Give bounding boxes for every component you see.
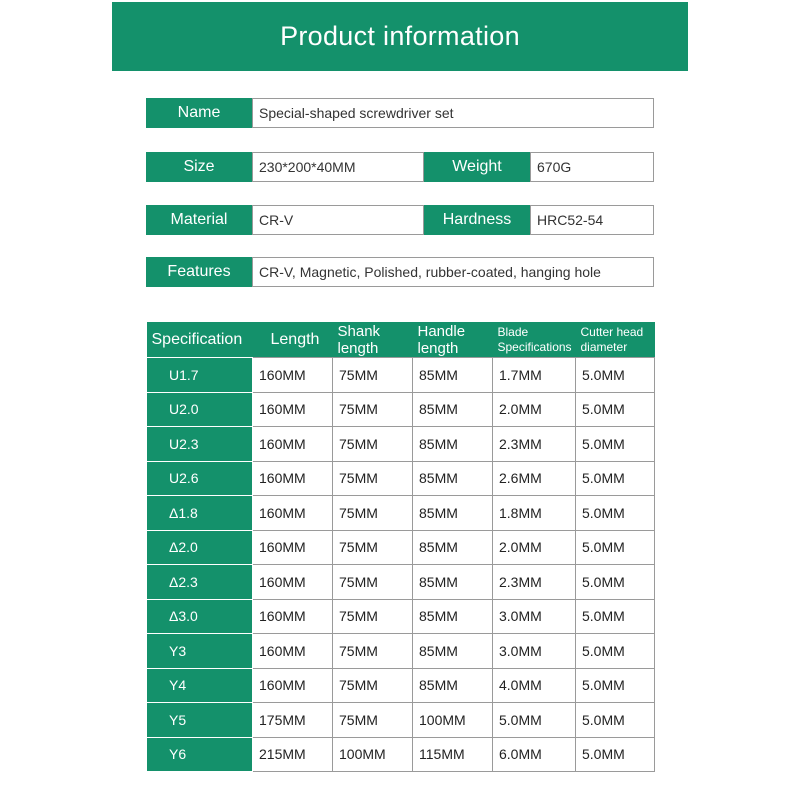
material-value: CR-V <box>252 205 424 235</box>
table-row <box>147 427 655 462</box>
material-label: Material <box>146 205 252 235</box>
cell-handle-length: 85MM <box>413 392 493 427</box>
cell-cutter-diameter: 5.0MM <box>576 496 655 531</box>
table-row <box>147 530 655 565</box>
cell-length: 160MM <box>253 668 333 703</box>
cell-handle-length: 85MM <box>413 668 493 703</box>
info-row-features <box>146 257 654 287</box>
cell-spec: Y3 <box>147 634 253 669</box>
cell-blade-spec: 2.6MM <box>493 461 576 496</box>
cell-blade-spec: 1.8MM <box>493 496 576 531</box>
cell-spec: Δ2.0 <box>147 530 253 565</box>
cell-blade-spec: 2.0MM <box>493 392 576 427</box>
cell-blade-spec: 3.0MM <box>493 599 576 634</box>
cell-length: 160MM <box>253 392 333 427</box>
cell-cutter-diameter: 5.0MM <box>576 737 655 772</box>
cell-shank-length: 75MM <box>333 668 413 703</box>
cell-shank-length: 75MM <box>333 427 413 462</box>
hardness-value: HRC52-54 <box>530 205 654 235</box>
cell-length: 160MM <box>253 634 333 669</box>
cell-length: 160MM <box>253 530 333 565</box>
table-row <box>147 599 655 634</box>
cell-cutter-diameter: 5.0MM <box>576 392 655 427</box>
cell-cutter-diameter: 5.0MM <box>576 461 655 496</box>
cell-cutter-diameter: 5.0MM <box>576 599 655 634</box>
specification-table <box>146 322 655 772</box>
cell-cutter-diameter: 5.0MM <box>576 530 655 565</box>
cell-spec: Δ3.0 <box>147 599 253 634</box>
cell-spec: U1.7 <box>147 358 253 393</box>
cell-shank-length: 75MM <box>333 392 413 427</box>
cell-blade-spec: 2.0MM <box>493 530 576 565</box>
cell-shank-length: 75MM <box>333 358 413 393</box>
table-row <box>147 634 655 669</box>
cell-spec: U2.6 <box>147 461 253 496</box>
cell-blade-spec: 1.7MM <box>493 358 576 393</box>
cell-spec: Y6 <box>147 737 253 772</box>
cell-cutter-diameter: 5.0MM <box>576 668 655 703</box>
table-row <box>147 737 655 772</box>
info-row-material-hardness <box>146 205 654 235</box>
cell-handle-length: 85MM <box>413 565 493 600</box>
cell-length: 160MM <box>253 496 333 531</box>
cell-spec: Y5 <box>147 703 253 738</box>
table-row <box>147 668 655 703</box>
header-shank-length: Shank length <box>333 322 413 358</box>
size-label: Size <box>146 152 252 182</box>
weight-label: Weight <box>424 152 530 182</box>
cell-handle-length: 85MM <box>413 530 493 565</box>
cell-handle-length: 100MM <box>413 703 493 738</box>
cell-handle-length: 85MM <box>413 358 493 393</box>
cell-blade-spec: 5.0MM <box>493 703 576 738</box>
cell-shank-length: 75MM <box>333 496 413 531</box>
header-cutter-head-diameter: Cutter head diameter <box>576 322 655 358</box>
hardness-label: Hardness <box>424 205 530 235</box>
cell-shank-length: 75MM <box>333 634 413 669</box>
cell-shank-length: 75MM <box>333 461 413 496</box>
cell-spec: U2.0 <box>147 392 253 427</box>
header-length: Length <box>253 322 333 358</box>
cell-length: 175MM <box>253 703 333 738</box>
features-label: Features <box>146 257 252 287</box>
cell-cutter-diameter: 5.0MM <box>576 634 655 669</box>
page-title: Product information <box>112 2 688 71</box>
features-value: CR-V, Magnetic, Polished, rubber-coated, hanging hole <box>252 257 654 287</box>
cell-spec: Δ1.8 <box>147 496 253 531</box>
cell-shank-length: 75MM <box>333 530 413 565</box>
cell-length: 160MM <box>253 427 333 462</box>
header-handle-length: Handle length <box>413 322 493 358</box>
cell-handle-length: 85MM <box>413 634 493 669</box>
header-specification: Specification <box>147 322 253 358</box>
cell-handle-length: 115MM <box>413 737 493 772</box>
cell-blade-spec: 2.3MM <box>493 565 576 600</box>
cell-blade-spec: 6.0MM <box>493 737 576 772</box>
table-row <box>147 461 655 496</box>
cell-spec: U2.3 <box>147 427 253 462</box>
cell-spec: Δ2.3 <box>147 565 253 600</box>
cell-cutter-diameter: 5.0MM <box>576 565 655 600</box>
info-row-size-weight <box>146 152 654 182</box>
cell-cutter-diameter: 5.0MM <box>576 358 655 393</box>
table-header-row <box>147 322 655 358</box>
cell-handle-length: 85MM <box>413 461 493 496</box>
weight-value: 670G <box>530 152 654 182</box>
cell-blade-spec: 4.0MM <box>493 668 576 703</box>
cell-handle-length: 85MM <box>413 599 493 634</box>
header-blade-specifications: Blade Specifications <box>493 322 576 358</box>
cell-cutter-diameter: 5.0MM <box>576 703 655 738</box>
cell-length: 215MM <box>253 737 333 772</box>
name-value: Special-shaped screwdriver set <box>252 98 654 128</box>
cell-spec: Y4 <box>147 668 253 703</box>
table-body <box>147 358 655 772</box>
table-row <box>147 392 655 427</box>
cell-blade-spec: 3.0MM <box>493 634 576 669</box>
table-row <box>147 496 655 531</box>
table-row <box>147 703 655 738</box>
cell-cutter-diameter: 5.0MM <box>576 427 655 462</box>
cell-shank-length: 75MM <box>333 703 413 738</box>
cell-shank-length: 75MM <box>333 565 413 600</box>
cell-length: 160MM <box>253 599 333 634</box>
cell-shank-length: 100MM <box>333 737 413 772</box>
cell-length: 160MM <box>253 461 333 496</box>
table-row <box>147 565 655 600</box>
cell-blade-spec: 2.3MM <box>493 427 576 462</box>
cell-handle-length: 85MM <box>413 427 493 462</box>
cell-shank-length: 75MM <box>333 599 413 634</box>
cell-length: 160MM <box>253 358 333 393</box>
info-row-name <box>146 98 654 128</box>
table-row <box>147 358 655 393</box>
name-label: Name <box>146 98 252 128</box>
size-value: 230*200*40MM <box>252 152 424 182</box>
cell-handle-length: 85MM <box>413 496 493 531</box>
cell-length: 160MM <box>253 565 333 600</box>
